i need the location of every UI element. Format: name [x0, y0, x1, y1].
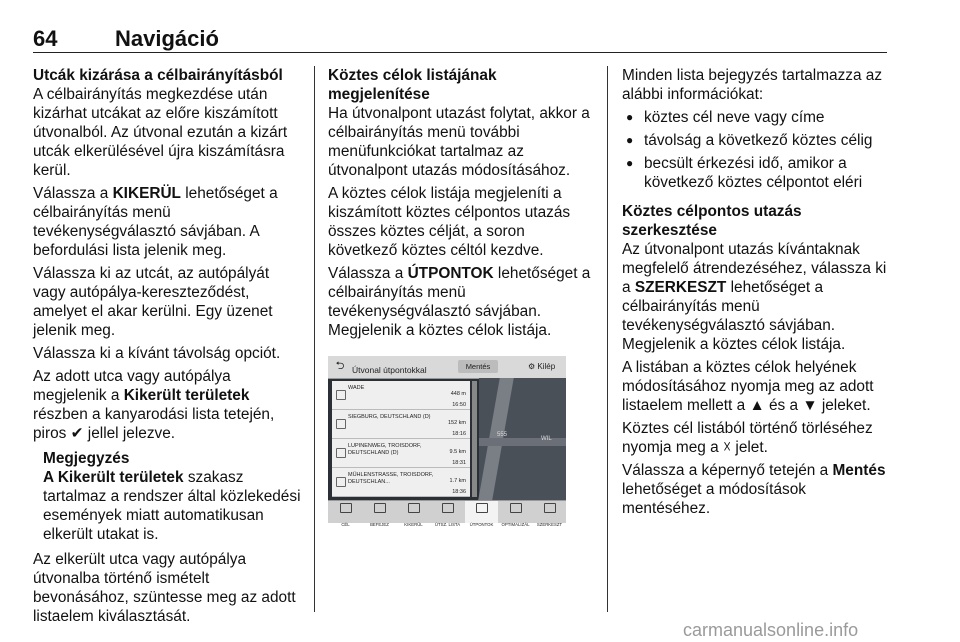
map-road [479, 438, 566, 446]
paragraph [33, 184, 305, 260]
list-item [332, 439, 470, 468]
action-edit [533, 501, 566, 527]
column-3 [622, 66, 890, 522]
text: lehetőséget a módosítások mentéséhez. [622, 481, 806, 517]
action-label: CÉL [341, 522, 350, 527]
paragraph [33, 367, 305, 443]
action-destination [329, 501, 362, 527]
exit-label: Kilép [537, 362, 556, 371]
action-bar [328, 500, 566, 527]
flag-icon [336, 477, 346, 487]
paragraph: A köztes célok listája megjeleníti a kiszámított köztes célpontos utazás összes köztes célját, a soron következő köztes céltól kezdve. [328, 185, 571, 259]
finish-icon [374, 503, 386, 513]
menu-term: Kikerült területek [123, 387, 250, 404]
note-title: Megjegyzés [43, 450, 130, 467]
action-label: BEFEJEZ [370, 522, 389, 527]
back-arrow-icon: ⮌ [335, 360, 345, 372]
waypoint-icon [336, 390, 346, 400]
avoid-icon [408, 503, 420, 513]
list-item: ● távolság a következő köztes célig [622, 131, 890, 150]
paragraph: Válassza ki a kívánt távolság opciót. [33, 345, 281, 362]
text: lehetőséget a célbairányítás menü tevékenységválasztó sávjában. Megjelenik a köztes célok listája. [622, 279, 846, 353]
map-view [479, 378, 566, 500]
menu-term: Mentés [832, 462, 886, 479]
screenshot-figure [328, 356, 566, 527]
action-finish [363, 501, 396, 527]
waypoint-time: 18:16 [452, 431, 466, 437]
screen-top-bar [328, 356, 566, 379]
waypoint-name: WADE [348, 385, 365, 391]
action-label: ÚTSZ. LISTA [434, 522, 461, 527]
waypoint-icon [336, 419, 346, 429]
waypoint-distance: 9.5 km [449, 449, 466, 455]
waypoint-time: 18:36 [452, 489, 466, 495]
paragraph [622, 461, 890, 518]
scrollbar [472, 381, 477, 497]
action-label: OPTIMALIZÁL [501, 522, 530, 527]
map-label: WIL [541, 436, 552, 442]
list-item: ● köztes cél neve vagy címe [622, 108, 890, 127]
destination-icon [340, 503, 352, 513]
paragraph: Köztes cél listából történő törléséhez nyomja meg a ☓ jelet. [622, 420, 873, 456]
text: Válassza a képernyő tetején a [622, 462, 833, 479]
action-avoid [397, 501, 430, 527]
edit-icon [544, 503, 556, 513]
column-divider [314, 66, 315, 612]
text: Az útvonalpont utazás kívántaknak megfelelő átrendezéséhez, válassza ki a [622, 241, 887, 296]
action-route-list [431, 501, 464, 527]
page-number: 64 [33, 26, 58, 51]
menu-term: SZERKESZT [634, 279, 727, 296]
column-2 [328, 66, 594, 527]
exit-button: ⚙ Kilép [528, 362, 556, 371]
menu-term: A Kikerült területek [43, 469, 184, 486]
screen-title: Útvonal útpontokkal [352, 365, 427, 375]
bullet-list [622, 108, 890, 192]
text: szakasz tartalmaz a rendszer által közlekedési események miatt automatikusan elkerült utakat is. [43, 469, 301, 543]
route-list-icon [442, 503, 454, 513]
waypoint-name: LUPINENWEG, TROISDORF, DEUTSCHLAND (D) [348, 443, 422, 456]
paragraph: Minden lista bejegyzés tartalmazza az alábbi információkat: [622, 67, 883, 103]
list-item [332, 410, 470, 439]
section-heading: Köztes célpontos utazás szerkesztése [622, 203, 802, 239]
text: Válassza a [33, 185, 113, 202]
list-item [332, 468, 470, 497]
column-divider [607, 66, 608, 612]
paragraph: A listában a köztes célok helyének módosításához nyomja meg az adott listaelem mellett a ▲ és a ▼ jeleket. [622, 359, 874, 414]
waypoint-distance: 152 km [447, 420, 466, 426]
action-label: KIKERÜL [404, 522, 423, 527]
column-1 [33, 66, 305, 630]
text: lehetőséget a célbairányítás menü tevékenységválasztó sávjában. Megjelenik a köztes célok listája. [328, 265, 591, 339]
waypoint-distance: 1.7 km [449, 478, 466, 484]
paragraph: Válassza ki az utcát, az autópályát vagy autópálya-kereszteződést, amelyet el akar kerülni. Egy üzenet jelenik meg. [33, 265, 273, 339]
menu-term: KIKERÜL [112, 185, 181, 202]
text: Válassza a [328, 265, 408, 282]
paragraph [622, 240, 890, 354]
note-text [43, 468, 305, 544]
text: részben a kanyarodási lista tetején, piros ✔ jellel jelezve. [33, 406, 275, 442]
watermark: carmanualsonline.info [683, 620, 859, 640]
section-heading: Köztes célok listájának megjelenítése [328, 67, 497, 103]
action-waypoints [465, 501, 498, 527]
note-box [43, 449, 305, 544]
waypoint-list [332, 381, 470, 497]
waypoints-icon [476, 503, 488, 513]
paragraph [328, 264, 594, 340]
list-item: ● becsült érkezési idő, amikor a következő köztes célpontot eléri [622, 154, 890, 192]
waypoint-icon [336, 448, 346, 458]
waypoint-distance: 448 m [450, 391, 466, 397]
waypoint-name: SIEGBURG, DEUTSCHLAND (D) [348, 414, 431, 420]
waypoint-time: 16:50 [452, 402, 466, 408]
paragraph: Az elkerült utca vagy autópálya útvonalba történő ismételt bevonásához, szüntesse meg az adott listaelem kiválasztását. [33, 551, 296, 625]
page-header [33, 26, 887, 53]
waypoint-name: MÜHLENSTRASSE, TROISDORF, DEUTSCHLAN... [348, 472, 434, 485]
section-heading: Utcák kizárása a célbairányításból [33, 67, 283, 84]
action-label: ÚTPONTOK [469, 522, 494, 527]
action-label: SZERKESZT [536, 522, 563, 527]
text: Az adott utca vagy autópálya megjelenik a [33, 368, 231, 404]
paragraph: A célbairányítás megkezdése után kizárhat utcákat az előre kiszámított útvonalból. Az útvonal ezután a kizárt utcák elkerülésével újra kiszámításra kerül. [33, 86, 288, 179]
list-item [332, 381, 470, 410]
map-label: 555 [497, 432, 508, 438]
action-optimize [499, 501, 532, 527]
chapter-title: Navigáció [115, 26, 219, 51]
text: lehetőséget a célbairányítás menü tevékenységválasztó sávjában. A befordulási lista jelenik meg. [33, 185, 278, 259]
paragraph: Ha útvonalpont utazást folytat, akkor a célbairányítás menü további menüfunkciókat tartalmaz az útvonalpont utazás módosításához. [328, 105, 590, 179]
save-button: Mentés [458, 360, 498, 373]
waypoint-time: 18:31 [452, 460, 466, 466]
optimize-icon [510, 503, 522, 513]
menu-term: ÚTPONTOK [407, 265, 494, 282]
